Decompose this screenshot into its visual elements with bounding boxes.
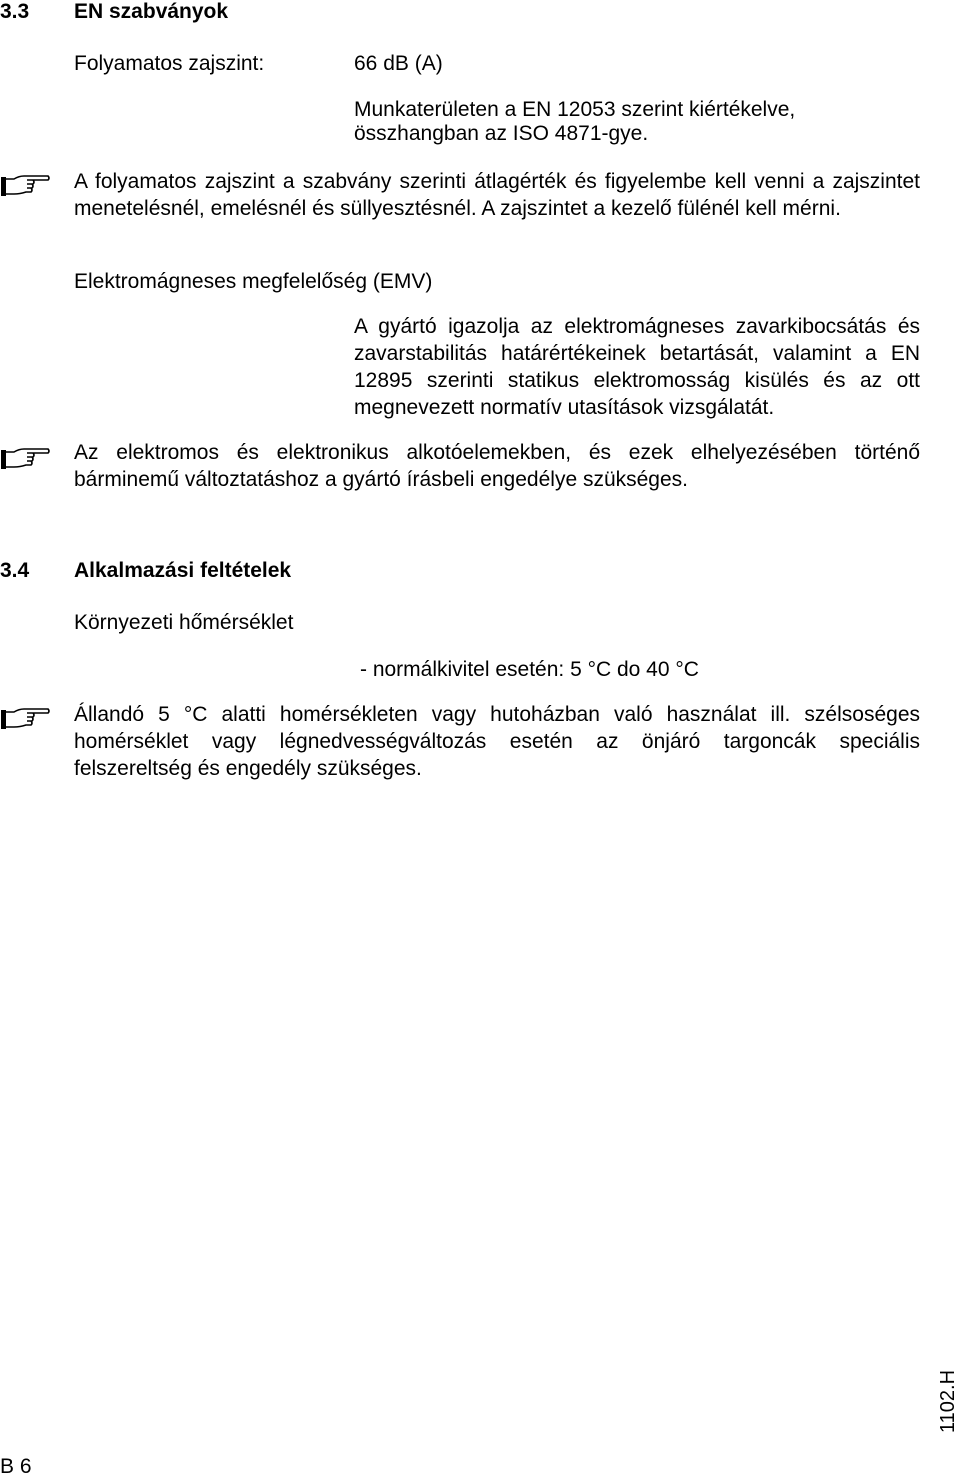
pointing-hand-icon <box>0 703 50 733</box>
noise-label: Folyamatos zajszint: <box>74 52 265 75</box>
section-number: 3.4 <box>0 559 30 582</box>
section-number: 3.3 <box>0 0 30 23</box>
emv-text: A gyártó igazolja az elektromágneses zavarkibocsátás és zavarstabilitás határértékeinek betartását, valamint a EN 12895 szerinti statikus elektromosság kisülés és az ott megnevezett normatív utasítások vizsgálatát. <box>354 315 920 419</box>
note-modification: Az elektromos és elektronikus alkotóelemekben, és ezek elhelyezésében történő bárminemű változtatáshoz a gyártó írásbeli engedélye szükséges. <box>74 441 920 491</box>
measure-line-2: összhangban az ISO 4871-gye. <box>354 122 649 145</box>
note-temperature: Állandó 5 °C alatti homérsékleten vagy hutoházban való használat ill. szélsoséges homérséklet vagy légnedvességváltozás esetén az önjáró targoncák speciális felszereltség és engedély szükséges. <box>74 703 920 780</box>
noise-value: 66 dB (A) <box>354 52 443 75</box>
temperature-value: - normálkivitel esetén: 5 °C do 40 °C <box>360 658 699 681</box>
section-title: EN szabványok <box>74 0 229 23</box>
pointing-hand-icon <box>0 170 50 200</box>
document-code: 1102.H <box>937 1369 959 1433</box>
section-title: Alkalmazási feltételek <box>74 559 292 582</box>
measure-line-1: Munkaterületen a EN 12053 szerint kiértékelve, <box>354 98 796 121</box>
pointing-hand-icon <box>0 443 50 473</box>
page-number: B 6 <box>0 1455 32 1478</box>
note-noise: A folyamatos zajszint a szabvány szerinti átlagérték és figyelembe kell venni a zajszintet menetelésnél, emelésnél és süllyesztésnél. A zajszintet a kezelő fülénél kell mérni. <box>74 170 920 220</box>
temperature-label: Környezeti hőmérséklet <box>74 611 294 634</box>
emv-label: Elektromágneses megfelelőség (EMV) <box>74 270 433 293</box>
